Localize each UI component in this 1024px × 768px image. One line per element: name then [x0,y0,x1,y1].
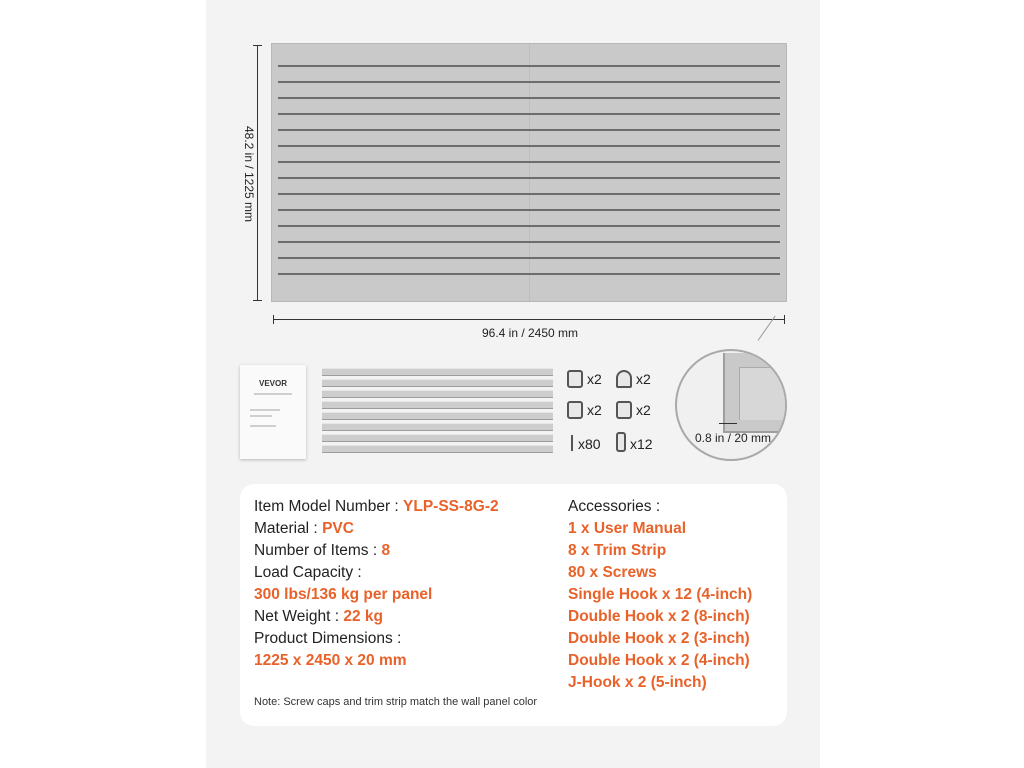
height-dimension-label: 48.2 in / 1225 mm [242,125,256,223]
trim-strip [322,379,553,387]
double-hook-icon [616,401,632,419]
panel-slot [278,209,780,211]
panel-slot [278,241,780,243]
single-hook-icon [616,432,626,452]
trim-strip [322,401,553,409]
specs-card [240,484,787,726]
screw-icon [571,435,573,451]
spec-label: Number of Items : [254,542,378,559]
width-dimension-line [273,319,785,320]
accessories-title: Accessories : [568,498,661,515]
spec-load-label: Load Capacity : [254,564,362,581]
spec-dims-value: 1225 x 2450 x 20 mm [254,652,407,669]
accessory-count: x2 [636,371,651,387]
spec-value: 22 kg [343,608,383,625]
accessory-count: x2 [587,402,602,418]
panel-slot [278,177,780,179]
trim-strip [322,390,553,398]
accessory-count: x12 [630,436,653,452]
panel-slot [278,257,780,259]
panel-slot [278,65,780,67]
accessory-count: x2 [636,402,651,418]
panel-slot [278,225,780,227]
slatwall-panel-image [271,43,787,302]
accessory-count: x80 [578,436,601,452]
color-match-note: Note: Screw caps and trim strip match the wall panel color [254,696,538,708]
double-hook-icon [567,401,583,419]
user-manual-image [240,365,306,459]
accessory-item: J-Hook x 2 (5-inch) [568,674,707,691]
accessory-count: x2 [587,371,602,387]
accessory-item: Double Hook x 2 (8-inch) [568,608,750,625]
trim-strip [322,445,553,453]
spec-items [254,540,499,562]
trim-strip [322,368,553,376]
spec-model [254,496,499,518]
trim-strips-image [322,366,553,458]
trim-strip [322,434,553,442]
spec-weight [254,606,499,628]
manual-text-line [254,393,292,395]
trim-strip [322,423,553,431]
height-dimension-line [257,45,258,301]
panel-slot [278,97,780,99]
manual-brand-logo: VEVOR [258,379,287,388]
spec-value: YLP-SS-8G-2 [403,498,499,515]
accessory-item: 8 x Trim Strip [568,542,667,559]
spec-label: Item Model Number : [254,498,399,515]
panel-slot [278,145,780,147]
thickness-label: 0.8 in / 20 mm [694,431,772,445]
specs-left-column [254,496,499,672]
panel-slot [278,193,780,195]
panel-slot [278,129,780,131]
accessory-item: 1 x User Manual [568,520,687,537]
manual-text-line [250,425,276,427]
panel-slot [278,161,780,163]
trim-strip [322,412,553,420]
width-dimension-label: 96.4 in / 2450 mm [481,326,579,340]
panel-slot [278,113,780,115]
spec-label: Net Weight : [254,608,340,625]
j-hook-icon [616,370,632,388]
panel-slot [278,273,780,275]
manual-text-line [250,415,272,417]
panel-slot [278,81,780,83]
spec-dims-label: Product Dimensions : [254,630,402,647]
spec-value: 8 [381,542,391,559]
thickness-zoom-detail [675,349,787,461]
accessory-item: Double Hook x 2 (4-inch) [568,652,750,669]
accessory-item: Single Hook x 12 (4-inch) [568,586,753,603]
manual-text-line [250,409,280,411]
accessory-item: 80 x Screws [568,564,657,581]
double-hook-icon [567,370,583,388]
panel-edge-inner [739,367,787,420]
accessories-column [568,496,752,694]
spec-load-value: 300 lbs/136 kg per panel [254,586,433,603]
thickness-dimension-line [719,423,737,424]
accessory-item: Double Hook x 2 (3-inch) [568,630,750,647]
spec-label: Material : [254,520,318,537]
spec-material [254,518,499,540]
spec-value: PVC [322,520,354,537]
